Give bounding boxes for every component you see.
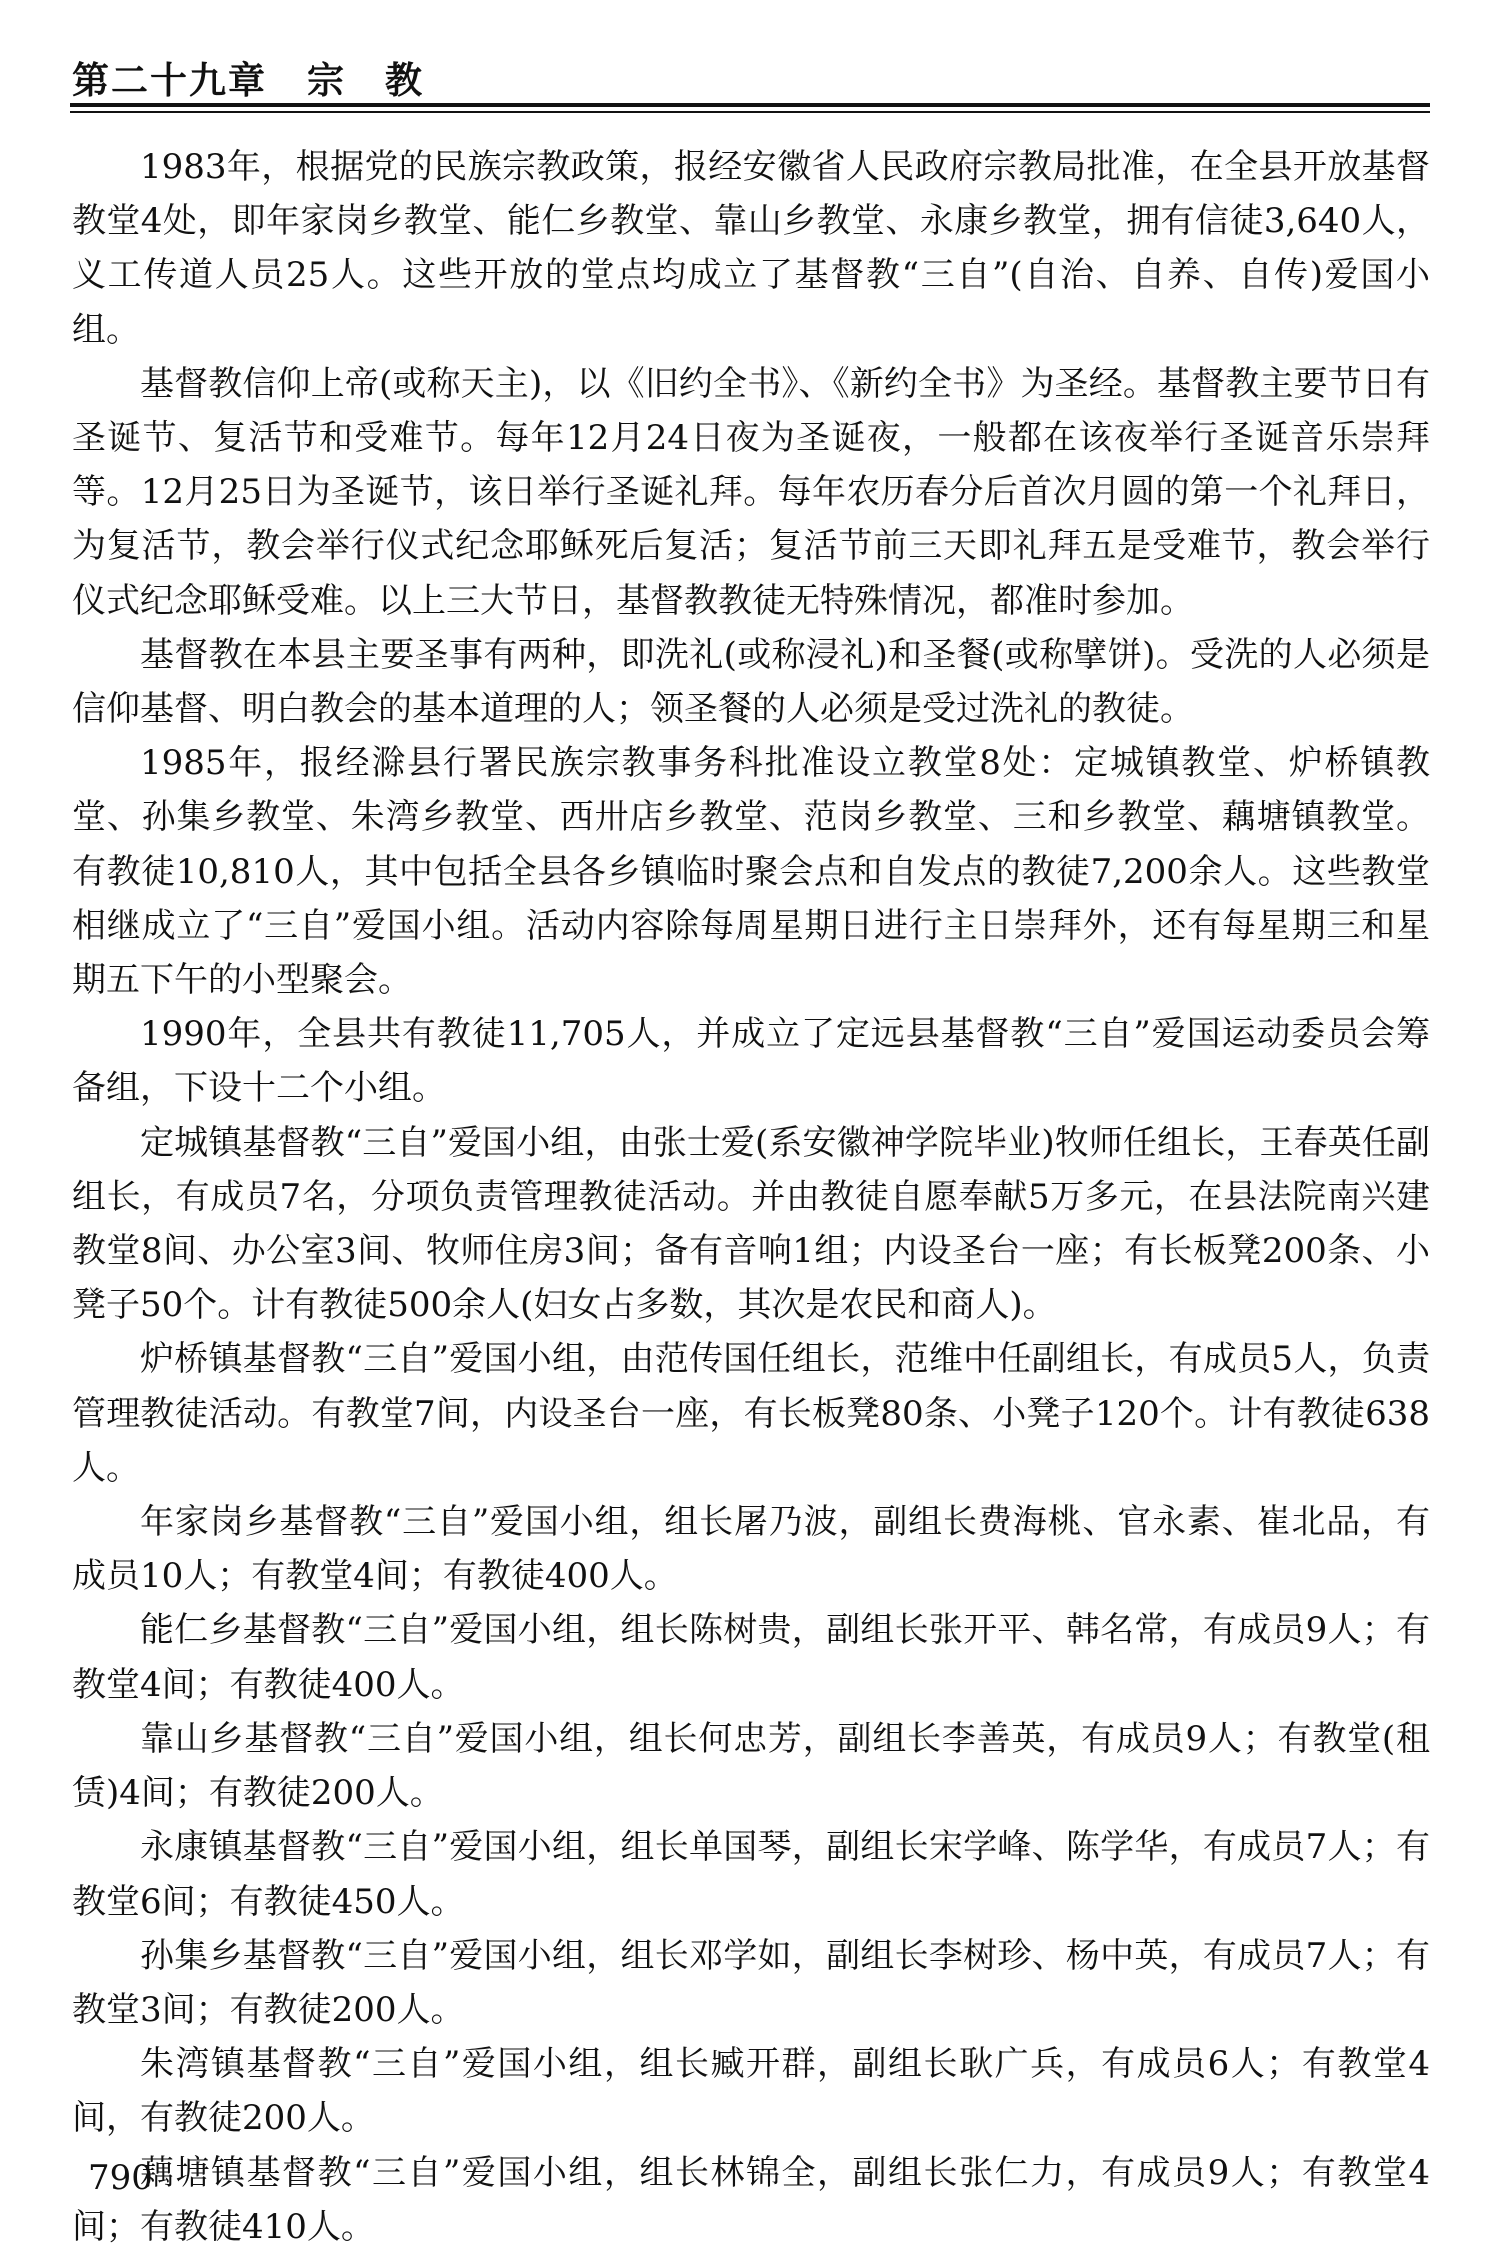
paragraph: 永康镇基督教“三自”爱国小组，组长单国琴，副组长宋学峰、陈学华，有成员7人；有教堂6间；有教徒450人。 [72,1827,1430,1922]
paragraph: 靠山乡基督教“三自”爱国小组，组长何忠芳，副组长李善英，有成员9人；有教堂(租赁)4间；有教徒200人。 [72,1718,1430,1814]
paragraph: 孙集乡基督教“三自”爱国小组，组长邓学如，副组长李树珍、杨中英，有成员7人；有教堂3间；有教徒200人。 [72,1935,1430,2030]
paragraph: 基督教信仰上帝(或称天主)，以《旧约全书》、《新约全书》为圣经。基督教主要节日有圣诞节、复活节和受难节。每年12月24日夜为圣诞夜，一般都在该夜举行圣诞音乐崇拜等。12月25日为圣诞节，该日举行圣诞礼拜。每年农历春分后首次月圆的第一个礼拜日，为复活节，教会举行仪式纪念耶稣死后复活；复活节前三天即礼拜五是受难节，教会举行仪式纪念耶稣受难。以上三大节日，基督教教徒无特殊情况，都准时参加。 [72,363,1430,621]
paragraph: 年家岗乡基督教“三自”爱国小组，组长屠乃波，副组长费海桃、官永素、崔北品，有成员10人；有教堂4间；有教徒400人。 [72,1502,1430,1597]
paragraph: 1990年，全县共有教徒11,705人，并成立了定远县基督教“三自”爱国运动委员会筹备组，下设十二个小组。 [72,1014,1430,1109]
paragraph: 朱湾镇基督教“三自”爱国小组，组长臧开群，副组长耿广兵，有成员6人；有教堂4间，有教徒200人。 [72,2044,1430,2139]
chapter-title: 宗 教 [307,58,424,102]
running-header [72,50,424,104]
paragraph: 能仁乡基督教“三自”爱国小组，组长陈树贵，副组长张开平、韩名常，有成员9人；有教堂4间；有教徒400人。 [72,1610,1430,1705]
paragraph: 1985年，报经滁县行署民族宗教事务科批准设立教堂8处：定城镇教堂、炉桥镇教堂、孙集乡教堂、朱湾乡教堂、西卅店乡教堂、范岗乡教堂、三和乡教堂、藕塘镇教堂。有教徒10,810人，其中包括全县各乡镇临时聚会点和自发点的教徒7,200余人。这些教堂相继成立了“三自”爱国小组。活动内容除每周星期日进行主日崇拜外，还有每星期三和星期五下午的小型聚会。 [72,743,1430,1001]
header-rule-thick [70,103,1430,107]
chapter-label: 第二十九章 [72,58,267,102]
paragraph: 藕塘镇基督教“三自”爱国小组，组长林锦全，副组长张仁力，有成员9人；有教堂4间；有教徒410人。 [72,2152,1430,2247]
header-rule-thin [70,111,1430,113]
paragraph: 定城镇基督教“三自”爱国小组，由张士爱(系安徽神学院毕业)牧师任组长，王春英任副组长，有成员7名，分项负责管理教徒活动。并由教徒自愿奉献5万多元，在县法院南兴建教堂8间、办公室3间、牧师住房3间；备有音响1组；内设圣台一座；有长板凳200条、小凳子50个。计有教徒500余人(妇女占多数，其次是农民和商人)。 [72,1122,1430,1326]
paragraph: 炉桥镇基督教“三自”爱国小组，由范传国任组长，范维中任副组长，有成员5人，负责管理教徒活动。有教堂7间，内设圣台一座，有长板凳80条、小凳子120个。计有教徒638人。 [72,1339,1430,1488]
body-text [72,140,1430,2254]
paragraph: 基督教在本县主要圣事有两种，即洗礼(或称浸礼)和圣餐(或称擘饼)。受洗的人必须是信仰基督、明白教会的基本道理的人；领圣餐的人必须是受过洗礼的教徒。 [72,634,1430,730]
page-number: 790 [88,2158,153,2198]
paragraph: 1983年，根据党的民族宗教政策，报经安徽省人民政府宗教局批准，在全县开放基督教堂4处，即年家岗乡教堂、能仁乡教堂、靠山乡教堂、永康乡教堂，拥有信徒3,640人，义工传道人员25人。这些开放的堂点均成立了基督教“三自”(自治、自养、自传)爱国小组。 [72,147,1430,350]
